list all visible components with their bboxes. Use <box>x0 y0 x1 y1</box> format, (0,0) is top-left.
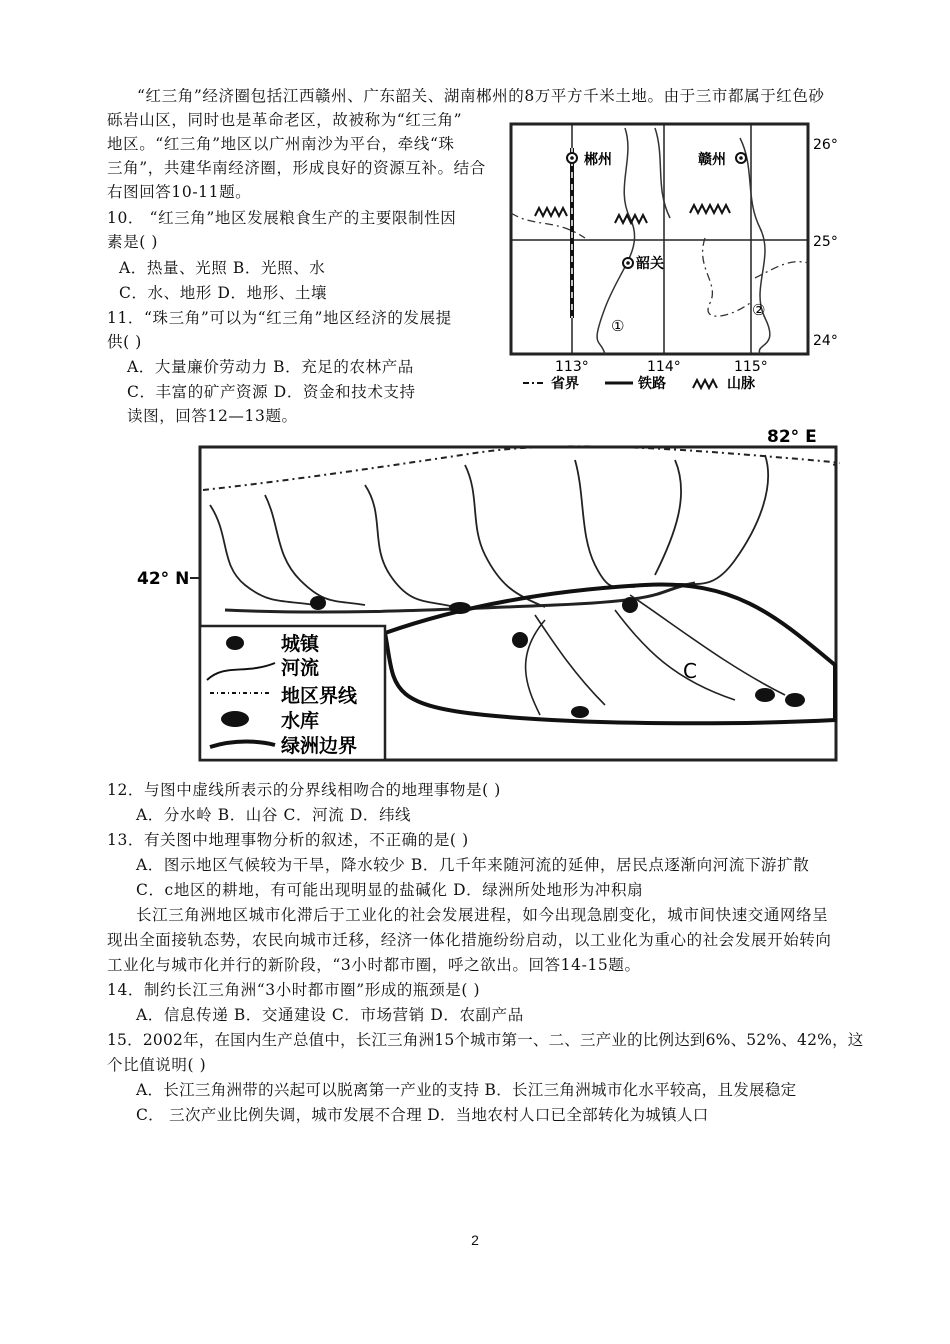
legend-region-boundary: 地区界线 <box>281 685 358 707</box>
q14-options: A．信息传递 B．交通建设 C．市场营销 D．农副产品 <box>136 1006 524 1024</box>
legend-reservoir: 水库 <box>281 710 320 732</box>
legend-mountain: 山脉 <box>727 376 755 392</box>
q11-options-ab: A．大量廉价劳动力 B．充足的农林产品 <box>127 358 414 376</box>
marker-1: ① <box>611 317 625 335</box>
intro-line-3: 地区。“红三角”地区以广州南沙为平台，牵线“珠 <box>107 135 455 153</box>
q14-stem: 14．制约长江三角洲“3小时都市圈”形成的瓶颈是( ) <box>107 981 481 999</box>
q15-options-ab: A．长江三角洲带的兴起可以脱离第一产业的支持 B．长江三角洲城市化水平较高，且发展稳定 <box>136 1081 797 1099</box>
page-number: 2 <box>471 1232 479 1248</box>
intro-line-4: 三角”，共建华南经济圈，形成良好的资源互补。结合 <box>107 159 486 177</box>
legend-oasis-boundary: 绿洲边界 <box>281 735 358 757</box>
city-label-ganzhou: 赣州 <box>698 152 726 168</box>
q15-stem-1: 15．2002年，在国内生产总值中，长江三角洲15个城市第一、二、三产业的比例达到6%、52%、42%，这 <box>107 1031 864 1049</box>
lon-label-115: 115° <box>734 359 768 375</box>
q15-stem-2: 个比值说明( ) <box>107 1056 207 1074</box>
passage2-line-3: 工业化与城市化并行的新阶段，“3小时都市圈，呼之欲出。回答14-15题。 <box>107 956 641 974</box>
read-prompt: 读图，回答12—13题。 <box>127 407 298 425</box>
passage2-line-1: 长江三角洲地区城市化滞后于工业化的社会发展进程，如今出现急剧变化，城市间快速交通网络呈 <box>136 906 829 924</box>
oasis-map <box>135 425 840 765</box>
region-c-label: C <box>683 659 697 683</box>
lat-label-25: 25° <box>813 234 838 250</box>
lon-label-114: 114° <box>647 359 681 375</box>
q10-stem-2: 素是( ) <box>107 233 159 251</box>
red-triangle-map <box>505 118 845 398</box>
marker-2: ② <box>752 301 766 319</box>
q11-options-cd: C．丰富的矿产资源 D．资金和技术支持 <box>127 383 416 401</box>
legend-province-boundary: 省界 <box>551 376 579 392</box>
city-label-shaoguan: 韶关 <box>636 256 664 272</box>
legend-town: 城镇 <box>281 633 320 655</box>
legend-railway: 铁路 <box>638 376 666 392</box>
legend-river: 河流 <box>281 657 320 679</box>
q13-stem: 13．有关图中地理事物分析的叙述，不正确的是( ) <box>107 831 469 849</box>
lon-label-113: 113° <box>555 359 589 375</box>
q11-stem-1: 11．“珠三角”可以为“红三角”地区经济的发展提 <box>107 309 452 327</box>
lat-label-26: 26° <box>813 137 838 153</box>
q15-options-cd: C． 三次产业比例失调，城市发展不合理 D．当地农村人口已全部转化为城镇人口 <box>136 1106 709 1124</box>
lat-label-42n: 42° N <box>137 569 190 589</box>
q11-stem-2: 供( ) <box>107 333 142 351</box>
city-label-chenzhou: 郴州 <box>584 152 612 168</box>
intro-line-5: 右图回答10-11题。 <box>107 183 252 201</box>
q10-stem-1: 10． “红三角”地区发展粮食生产的主要限制性因 <box>107 209 457 227</box>
q10-options-ab: A．热量、光照 B．光照、水 <box>119 259 326 277</box>
q13-options-ab: A．图示地区气候较为干旱，降水较少 B．几千年来随河流的延伸，居民点逐渐向河流下游扩散 <box>136 856 810 874</box>
lon-label-82e: 82° E <box>767 427 817 447</box>
lat-label-24: 24° <box>813 333 838 349</box>
q13-options-cd: C．c地区的耕地，有可能出现明显的盐碱化 D．绿洲所处地形为冲积扇 <box>136 881 644 899</box>
intro-line-1: “红三角”经济圈包括江西赣州、广东韶关、湖南郴州的8万平方千米土地。由于三市都属于红色砂 <box>137 87 825 105</box>
q12-stem: 12．与图中虚线所表示的分界线相吻合的地理事物是( ) <box>107 781 501 799</box>
intro-line-2: 砾岩山区，同时也是革命老区，故被称为“红三角” <box>107 111 463 129</box>
q10-options-cd: C．水、地形 D．地形、土壤 <box>119 284 328 302</box>
passage2-line-2: 现出全面接轨态势，农民向城市迁移，经济一体化措施纷纷启动，以工业化为重心的社会发展开始转向 <box>107 931 832 949</box>
q12-options: A．分水岭 B．山谷 C．河流 D．纬线 <box>136 806 412 824</box>
